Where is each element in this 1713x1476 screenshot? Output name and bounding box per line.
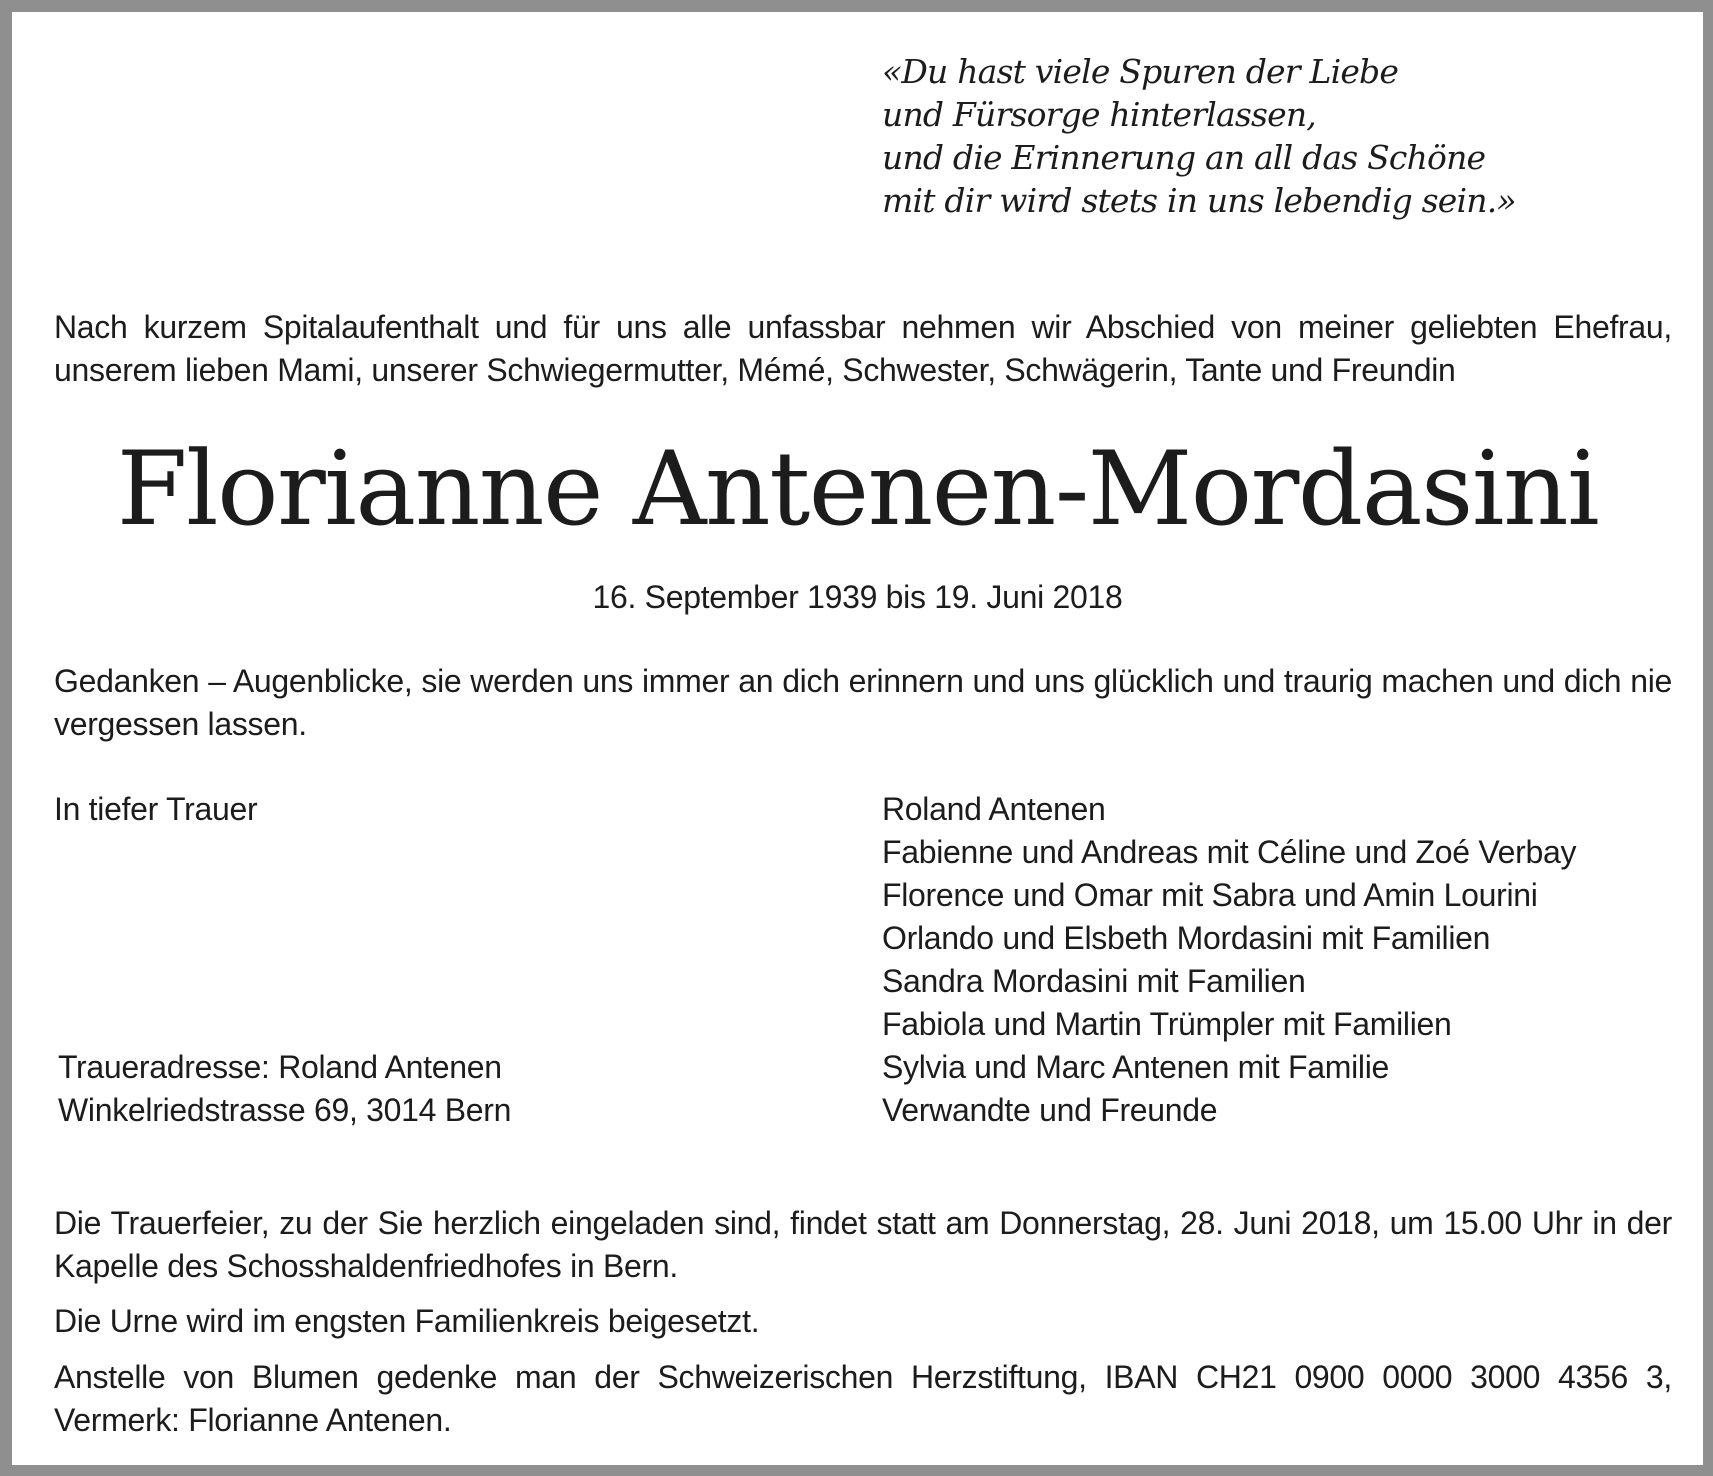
intro-text: Nach kurzem Spitalaufenthalt und für uns alle unfassbar nehmen wir Abschied von meiner geliebten Ehefrau, unserem lieben Mami, unserer Schwiegermutter, Mémé, Schwester, Schwägerin, Tante und Freundin <box>54 309 1672 388</box>
motto-quote <box>882 50 1516 222</box>
mourner-item: Verwandte und Freunde <box>882 1092 1218 1128</box>
address-line-name: Traueradresse: Roland Antenen <box>58 1049 502 1085</box>
mourning-address <box>58 1046 511 1132</box>
mourner-item: Roland Antenen <box>882 791 1106 827</box>
life-dates: 16. September 1939 bis 19. Juni 2018 <box>592 579 1123 615</box>
thoughts-text: Gedanken – Augenblicke, sie werden uns immer an dich erinnern und uns glücklich und traurig machen und dich nie vergessen lassen. <box>54 663 1672 742</box>
address-line-street: Winkelriedstrasse 69, 3014 Bern <box>58 1092 512 1128</box>
mourner-item: Orlando und Elsbeth Mordasini mit Familien <box>882 920 1491 956</box>
donation-text: Anstelle von Blumen gedenke man der Schweizerischen Herzstiftung, IBAN CH21 0900 0000 3000 4356 3, Vermerk: Florianne Antenen. <box>54 1359 1672 1438</box>
motto-line: «Du hast viele Spuren der Liebe <box>882 52 1399 91</box>
deceased-name: Florianne Antenen-Mordasini <box>116 430 1599 549</box>
mourner-item: Fabiola und Martin Trümpler mit Familien <box>882 1006 1452 1042</box>
motto-line: und die Erinnerung an all das Schöne <box>882 138 1486 177</box>
mourner-item: Fabienne und Andreas mit Céline und Zoé Verbay <box>882 834 1577 870</box>
mourners-list <box>882 788 1576 1132</box>
mourner-item: Sandra Mordasini mit Familien <box>882 963 1306 999</box>
ceremony-text: Die Trauerfeier, zu der Sie herzlich eingeladen sind, findet statt am Donnerstag, 28. Juni 2018, um 15.00 Uhr in der Kapelle des Schosshaldenfriedhofes in Bern. <box>54 1205 1672 1284</box>
obituary-notice <box>12 12 1703 1465</box>
mourner-item: Florence und Omar mit Sabra und Amin Lourini <box>882 877 1538 913</box>
urn-text: Die Urne wird im engsten Familienkreis beigesetzt. <box>54 1303 760 1339</box>
motto-line: und Fürsorge hinterlassen, <box>882 95 1316 134</box>
motto-line: mit dir wird stets in uns lebendig sein.» <box>882 181 1516 220</box>
in-mourning-label: In tiefer Trauer <box>54 791 258 827</box>
mourner-item: Sylvia und Marc Antenen mit Familie <box>882 1049 1390 1085</box>
